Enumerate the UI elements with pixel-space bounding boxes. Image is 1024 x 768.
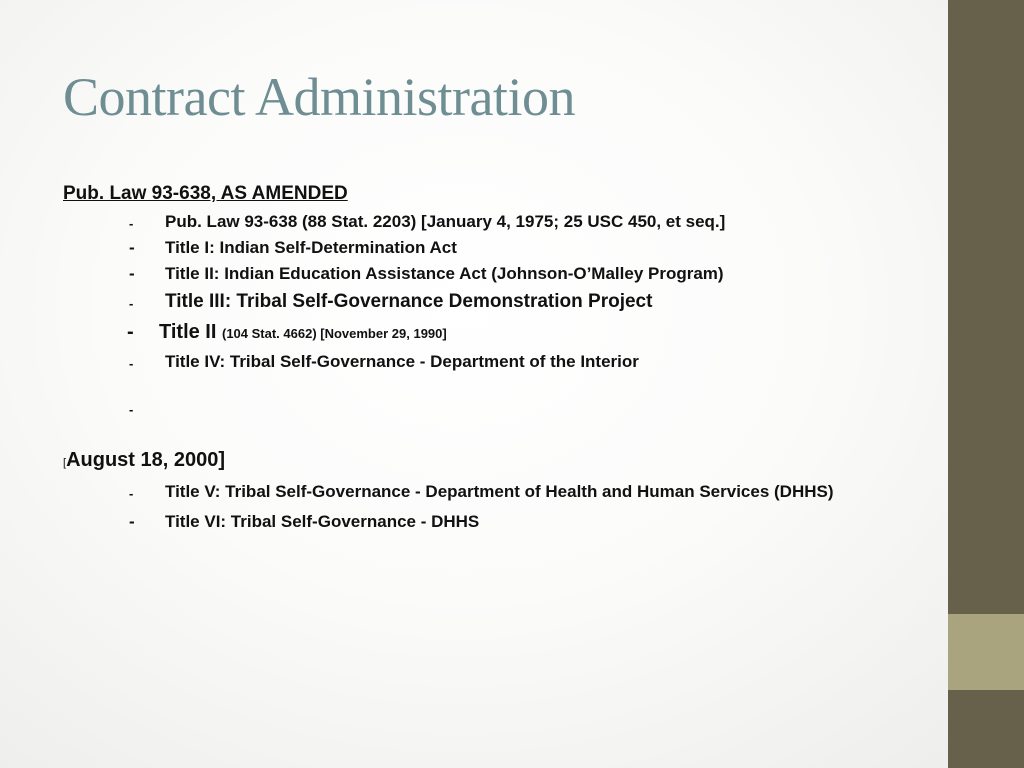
bullet-dash: - xyxy=(129,216,134,231)
date-bracket: [ xyxy=(63,457,67,469)
list-item-text: Title I: Indian Self-Determination Act xyxy=(165,238,457,257)
bullet-dash: - xyxy=(129,296,134,311)
side-decoration-accent xyxy=(948,614,1024,690)
list-item xyxy=(63,288,903,316)
list-item xyxy=(63,262,903,286)
list-item-text: Title V: Tribal Self-Governance - Department of Health and Human Services (DHHS) xyxy=(165,482,834,501)
bullet-dash: - xyxy=(129,264,135,283)
list-item-text: Title II xyxy=(159,321,217,343)
amendment-date xyxy=(63,446,903,477)
list-item-text: Title III: Tribal Self-Governance Demonstration Project xyxy=(165,291,653,312)
bullet-dash: - xyxy=(129,486,134,501)
list-item xyxy=(63,316,903,350)
list-item-citation: (104 Stat. 4662) [November 29, 1990] xyxy=(221,326,447,341)
list-item xyxy=(63,350,903,374)
list-item xyxy=(63,396,903,420)
list-item xyxy=(63,510,903,534)
law-heading: Pub. Law 93-638, AS AMENDED xyxy=(63,183,348,204)
list-item xyxy=(63,210,903,234)
bullet-dash: - xyxy=(129,356,134,371)
slide-title: Contract Administration xyxy=(63,67,575,127)
law-items-list xyxy=(63,210,903,420)
bullet-dash: - xyxy=(127,321,134,343)
bullet-dash: - xyxy=(129,238,135,257)
bullet-dash: - xyxy=(129,512,135,531)
list-item xyxy=(63,481,903,502)
list-item xyxy=(63,236,903,260)
date-text: August 18, 2000] xyxy=(66,449,226,471)
list-item-text: Title VI: Tribal Self-Governance - DHHS xyxy=(165,512,480,531)
bullet-dash: - xyxy=(129,402,134,417)
slide-body xyxy=(63,182,903,534)
amendment-items-list xyxy=(63,481,903,534)
list-item-text: Title II: Indian Education Assistance Act (Johnson-O’Malley Program) xyxy=(165,264,724,283)
list-item-text: Title IV: Tribal Self-Governance - Department of the Interior xyxy=(165,352,639,371)
list-item-text: Pub. Law 93-638 (88 Stat. 2203) [January 4, 1975; 25 USC 450, et seq.] xyxy=(165,212,726,231)
